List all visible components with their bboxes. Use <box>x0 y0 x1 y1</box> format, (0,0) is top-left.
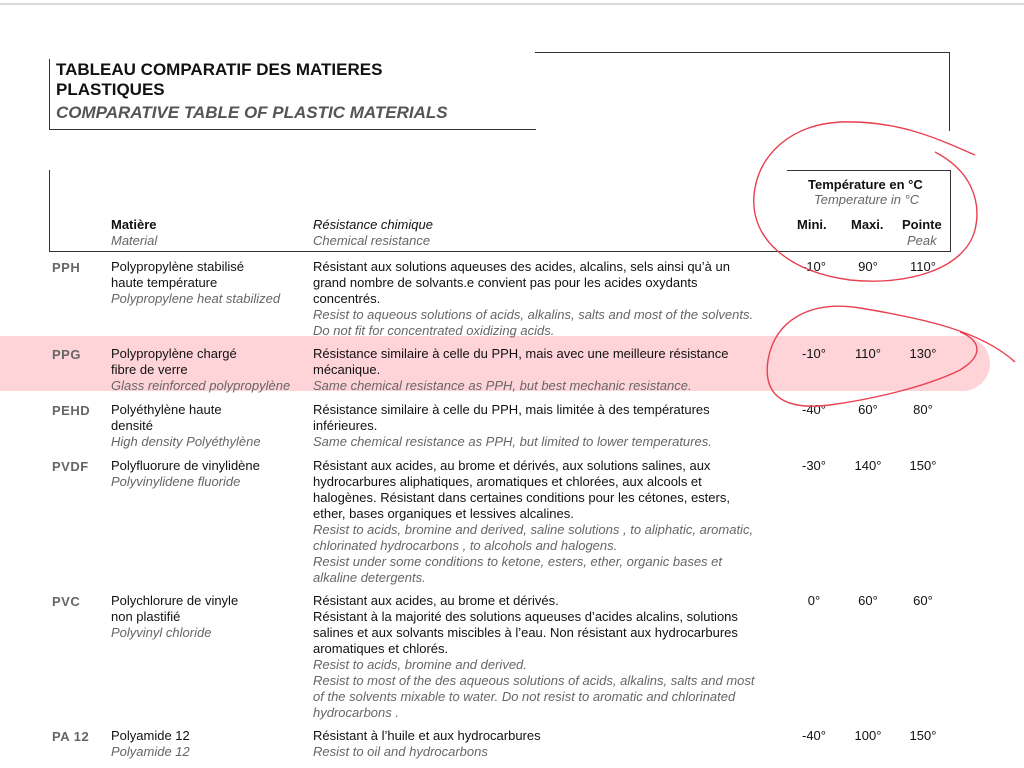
material-english-line: Polyvinylidene fluoride <box>111 474 241 489</box>
row-code: PVDF <box>52 459 89 474</box>
resistance-english-line: Resist to most of the des aqueous solutions of acids, alkalins, salts and most <box>313 673 755 688</box>
row-material <box>111 593 311 641</box>
header-peak-en: Peak <box>907 233 937 248</box>
row-temp-peak: 60° <box>913 593 933 608</box>
resistance-line: concentrés. <box>313 291 381 306</box>
material-line: haute température <box>111 275 218 290</box>
material-line: Polychlorure de vinyle <box>111 593 239 608</box>
material-line: Polyéthylène haute <box>111 402 222 417</box>
row-material <box>111 458 311 490</box>
resistance-line: Résistant à l’huile et aux hydrocarbures <box>313 728 541 743</box>
title-english: COMPARATIVE TABLE OF PLASTIC MATERIALS <box>56 103 448 122</box>
material-line: densité <box>111 418 153 433</box>
resistance-english-line: alkaline detergents. <box>313 570 426 585</box>
resistance-english-line: Do not fit for concentrated oxidizing acids. <box>313 323 555 338</box>
header-peak-fr: Pointe <box>902 217 942 232</box>
resistance-english-line: Resist to aqueous solutions of acids, alkalins, salts and most of the solvents. <box>313 307 754 322</box>
row-temp-peak: 130° <box>909 346 937 361</box>
resistance-line: salines et aux solvants miscibles à l’eau. Non résistant aux hydrocarbures <box>313 625 738 640</box>
top-divider <box>0 3 1024 5</box>
row-resistance <box>313 402 793 450</box>
resistance-line: aromatiques et chlorés. <box>313 641 449 656</box>
header-temperature-fr: Température en °C <box>808 177 923 192</box>
row-material <box>111 259 311 307</box>
row-temp-peak: 80° <box>913 402 933 417</box>
title-frame-right <box>535 52 950 131</box>
row-temp-peak: 150° <box>909 728 937 743</box>
header-material-en: Material <box>111 233 158 248</box>
material-line: Polyfluorure de vinylidène <box>111 458 260 473</box>
material-english-line: High density Polyéthylène <box>111 434 261 449</box>
row-temp-min: 0° <box>807 593 821 608</box>
row-temp-min: -30° <box>802 458 826 473</box>
resistance-line: Résistant aux solutions aqueuses des acides, alcalins, sels ainsi qu’à un <box>313 259 730 274</box>
resistance-english-line: Resist to acids, bromine and derived, saline solutions , to aliphatic, aromatic, <box>313 522 754 537</box>
row-code: PVC <box>52 594 81 609</box>
resistance-line: halogènes. Résistant dans certaines conditions pour les cétones, esters, <box>313 490 730 505</box>
resistance-english-line: Same chemical resistance as PPH, but limited to lower temperatures. <box>313 434 712 449</box>
resistance-english-line: Same chemical resistance as PPH, but best mechanic resistance. <box>313 378 692 393</box>
row-code: PA 12 <box>52 729 90 744</box>
header-material-fr: Matière <box>111 217 157 232</box>
row-material <box>111 346 311 394</box>
row-code: PEHD <box>52 403 91 418</box>
header-min: Mini. <box>797 217 827 232</box>
row-temp-max: 60° <box>858 402 878 417</box>
material-line: Polypropylène chargé <box>111 346 237 361</box>
header-max: Maxi. <box>851 217 884 232</box>
row-temp-max: 100° <box>854 728 882 743</box>
row-temp-max: 60° <box>858 593 878 608</box>
resistance-line: ether, bases organiques et lessives alcalines. <box>313 506 574 521</box>
row-temp-peak: 150° <box>909 458 937 473</box>
resistance-english-line: chlorinated hydrocarbons , to alcohols and halogens. <box>313 538 618 553</box>
resistance-line: hydrocarbures aliphatiques, aromatiques et chlorées, aux alcools et <box>313 474 702 489</box>
resistance-line: grand nombre de solvants.e convient pas pour les acides oxydants <box>313 275 698 290</box>
row-temp-min: -10° <box>802 346 826 361</box>
header-resistance-en: Chemical resistance <box>313 233 431 248</box>
material-line: Polypropylène stabilisé <box>111 259 244 274</box>
row-temp-max: 110° <box>855 346 881 361</box>
resistance-line: inférieures. <box>313 418 378 433</box>
row-resistance <box>313 346 793 394</box>
resistance-english-line: hydrocarbons . <box>313 705 399 720</box>
row-temp-peak: 110° <box>910 259 936 274</box>
row-resistance <box>313 259 793 339</box>
title-french: TABLEAU COMPARATIF DES MATIERES PLASTIQUES <box>56 60 383 99</box>
material-english-line: Glass reinforced polypropylène <box>111 378 291 393</box>
resistance-line: Résistance similaire à celle du PPH, mais avec une meilleure résistance <box>313 346 729 361</box>
material-english-line: Polyvinyl chloride <box>111 625 212 640</box>
row-code: PPH <box>52 260 81 275</box>
row-temp-min: -10° <box>802 259 826 274</box>
row-resistance <box>313 458 793 586</box>
header-resistance-fr: Résistance chimique <box>313 217 433 232</box>
resistance-line: Résistance similaire à celle du PPH, mais limitée à des températures <box>313 402 710 417</box>
material-line: Polyamide 12 <box>111 728 190 743</box>
row-temp-max: 140° <box>854 458 882 473</box>
row-resistance <box>313 728 793 760</box>
material-english-line: Polypropylene heat stabilized <box>111 291 281 306</box>
row-temp-min: -40° <box>802 402 826 417</box>
row-temp-min: -40° <box>802 728 826 743</box>
resistance-english-line: Resist to oil and hydrocarbons <box>313 744 488 759</box>
resistance-english-line: Resist to acids, bromine and derived. <box>313 657 527 672</box>
resistance-line: Résistant aux acides, au brome et dérivés, aux solutions salines, aux <box>313 458 711 473</box>
material-line: fibre de verre <box>111 362 188 377</box>
row-material <box>111 402 311 450</box>
material-line: non plastifié <box>111 609 181 624</box>
resistance-line: mécanique. <box>313 362 381 377</box>
resistance-line: Résistant à la majorité des solutions aqueuses d’acides alcalins, solutions <box>313 609 738 624</box>
resistance-line: Résistant aux acides, au brome et dérivés. <box>313 593 559 608</box>
resistance-english-line: Resist under some conditions to ketone, esters, ether, organic bases et <box>313 554 723 569</box>
row-material <box>111 728 311 760</box>
header-temperature-en: Temperature in °C <box>814 192 920 207</box>
row-resistance <box>313 593 793 721</box>
resistance-english-line: of the solvents mixable to water. Do not resist to aromatic and chlorinated <box>313 689 736 704</box>
row-temp-max: 90° <box>858 259 878 274</box>
row-code: PPG <box>52 347 81 362</box>
material-english-line: Polyamide 12 <box>111 744 190 759</box>
